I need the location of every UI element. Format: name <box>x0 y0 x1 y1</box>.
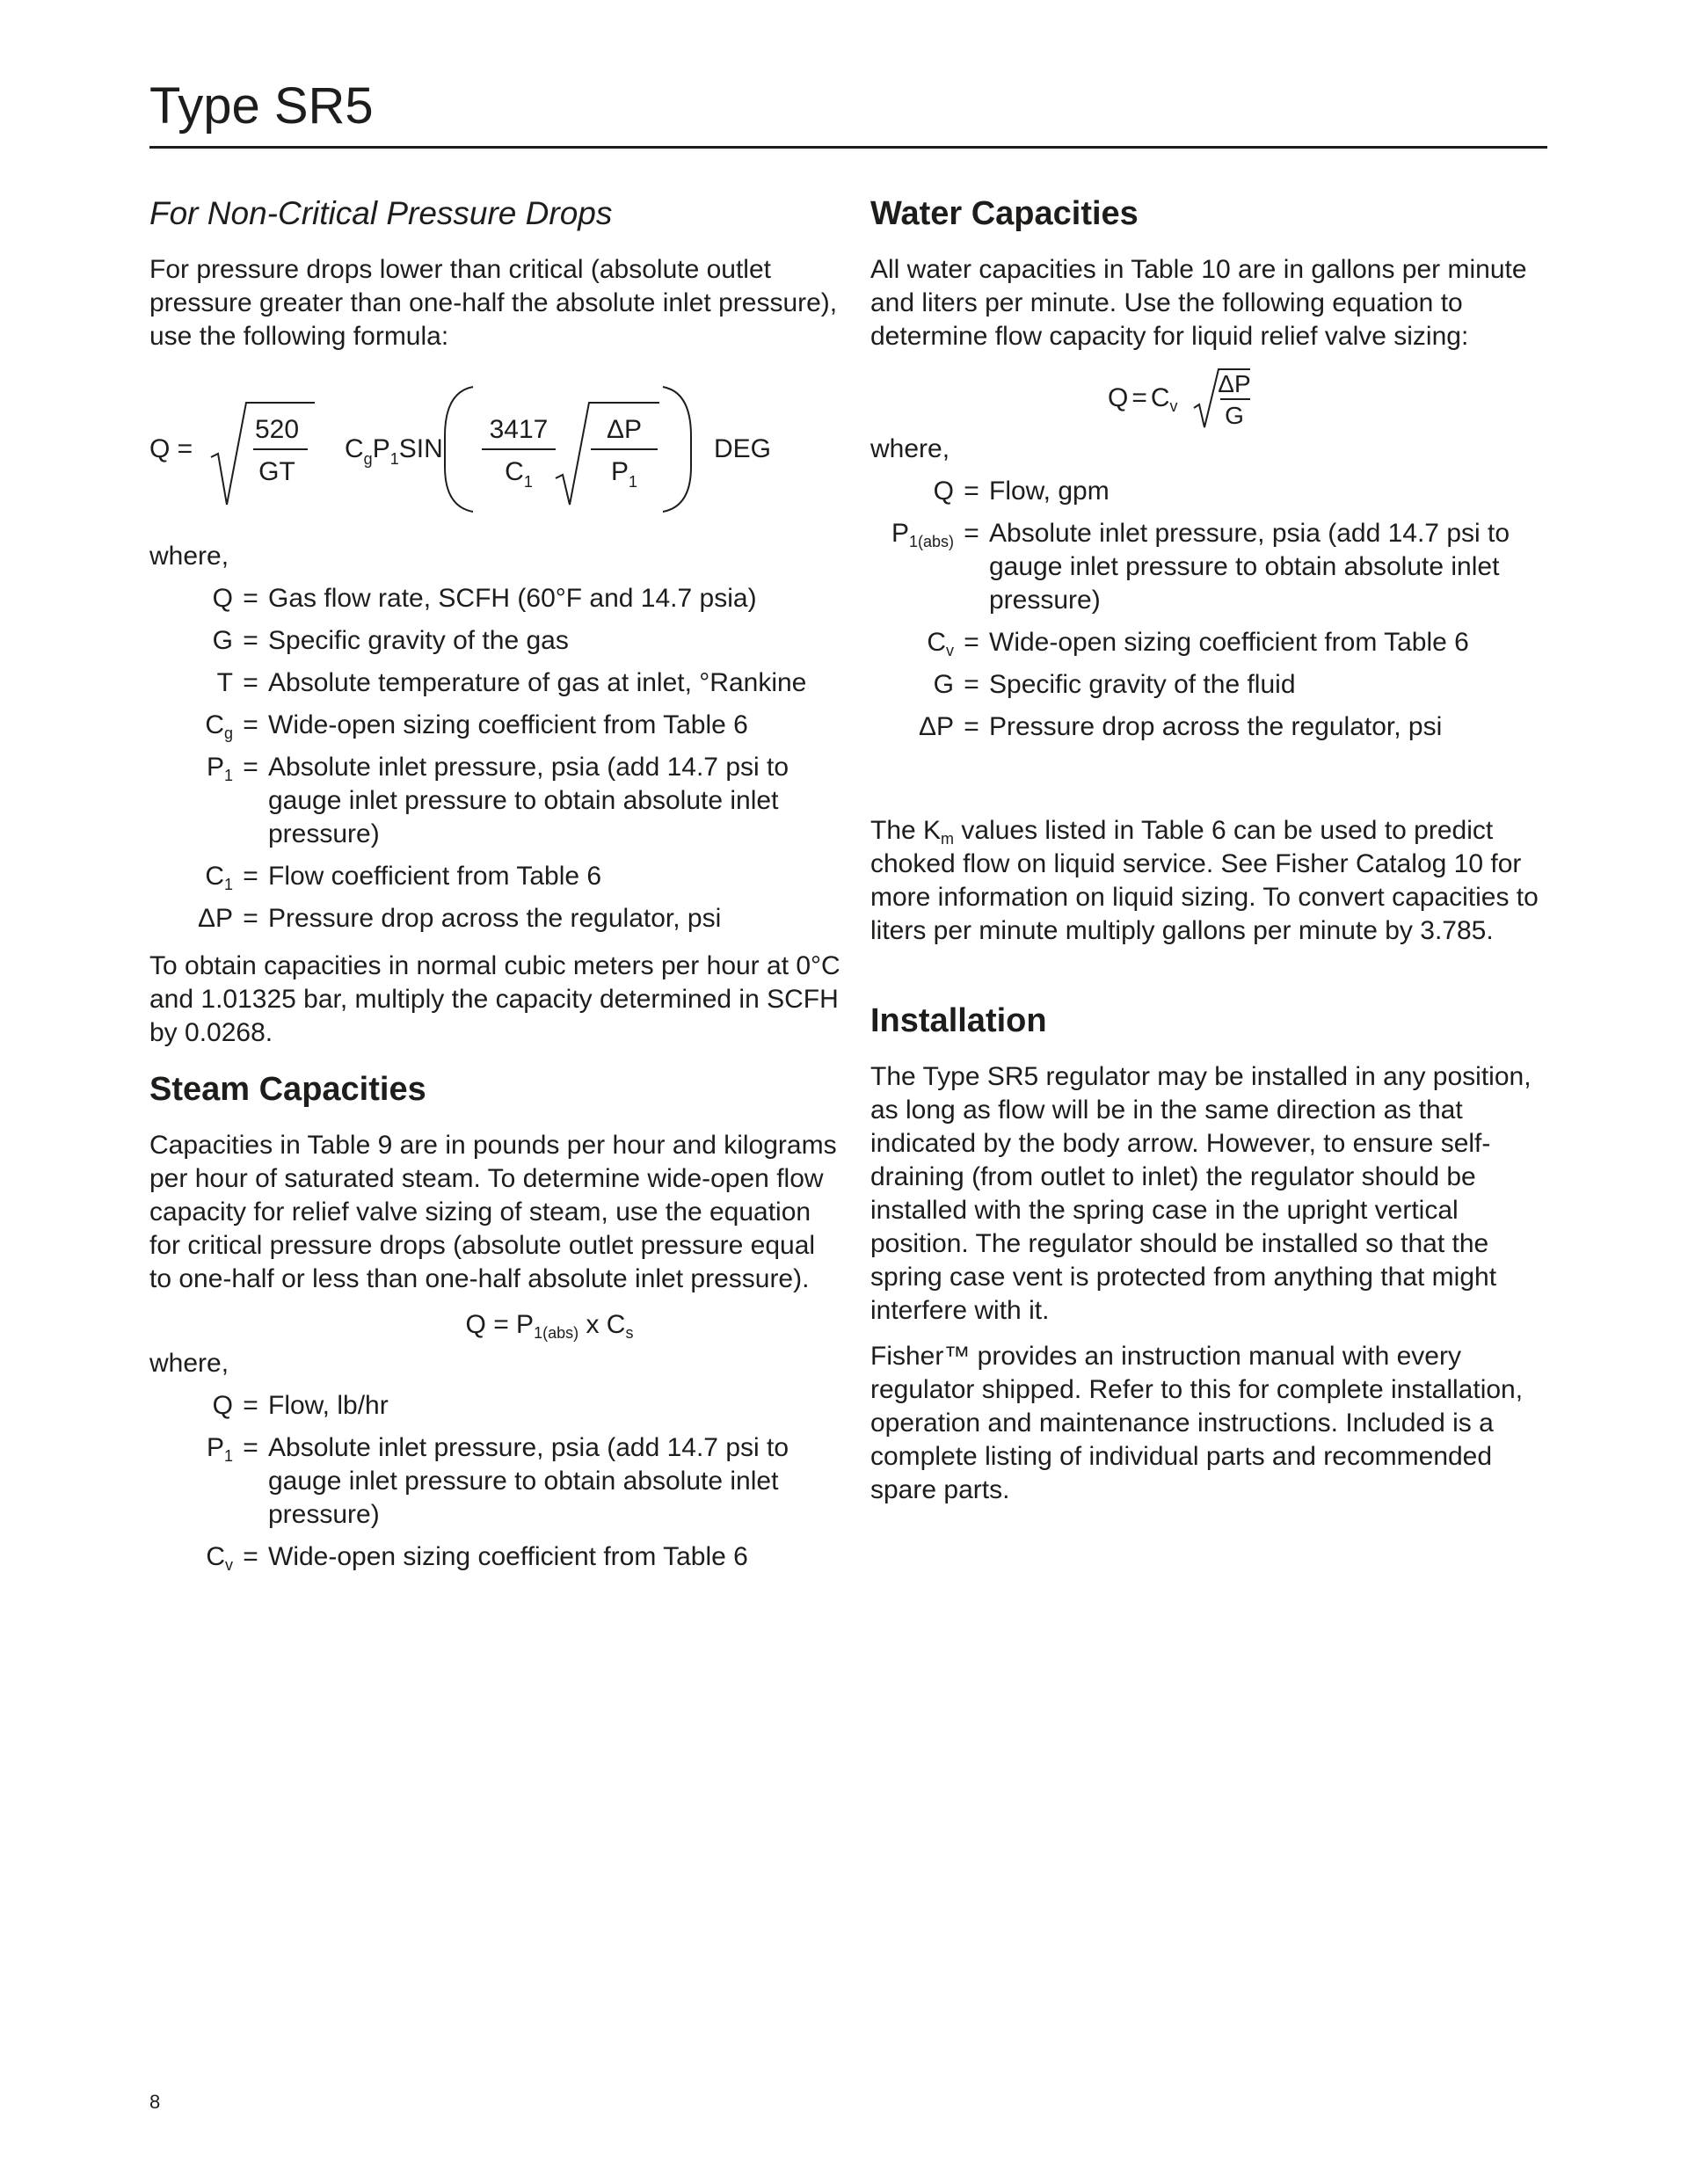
non-critical-heading: For Non-Critical Pressure Drops <box>149 195 613 231</box>
water-heading: Water Capacities <box>870 195 1139 232</box>
definition-equals: = <box>243 584 258 613</box>
steam-definitions <box>149 1389 844 1574</box>
definition-equals: = <box>243 710 258 739</box>
formula-deg: DEG <box>714 434 772 463</box>
definition-text: Gas flow rate, SCFH (60°F and 14.7 psia) <box>268 584 757 613</box>
definition-row <box>870 517 1547 617</box>
definition-text: Flow coefficient from Table 6 <box>268 862 602 891</box>
installation-p1: The Type SR5 regulator may be installed in any position, as long as flow will be in the same direction as that indicated by the body arrow. However, to ensure self-draining (from outlet to inlet) the regulator should be installed with the spring case in the upright vertical position. The regulator should be installed so that the spring case vent is protected from anything that might interfere with it. <box>870 1062 1532 1325</box>
definition-text: Pressure drop across the regulator, psi <box>268 904 722 933</box>
definition-text: Wide-open sizing coefficient from Table 6 <box>268 1542 748 1571</box>
definition-row <box>149 1389 844 1423</box>
water-intro: All water capacities in Table 10 are in gallons per minute and liters per minute. Use the following equation to determine flow capacity for liquid relief valve sizing: <box>870 255 1527 351</box>
definition-text: Flow, gpm <box>989 477 1110 506</box>
right-paren <box>663 387 691 512</box>
definition-text: Pressure drop across the regulator, psi <box>989 712 1443 741</box>
water-formula-lhs: $Q = C_v$ <box>1108 383 1178 415</box>
definition-text: Absolute temperature of gas at inlet, °Rankine <box>268 668 807 697</box>
installation-heading: Installation <box>870 1002 1047 1039</box>
definition-row <box>149 624 844 658</box>
formula-num-520: 520 <box>254 415 300 444</box>
definition-row <box>149 1540 844 1574</box>
definition-equals: = <box>964 670 979 699</box>
formula-den-gt: GT <box>258 457 295 486</box>
definition-equals: = <box>964 519 979 548</box>
definition-row <box>149 709 844 742</box>
definition-equals: = <box>243 626 258 655</box>
gas-flow-formula <box>149 375 844 524</box>
formula-mid: $C_gP_1SIN$ <box>345 434 443 468</box>
where-label: where, <box>870 434 950 463</box>
definition-text: Specific gravity of the fluid <box>989 670 1296 699</box>
definition-text: Wide-open sizing coefficient from Table 6 <box>268 710 748 739</box>
left-column <box>149 176 844 1583</box>
definition-symbol: Q <box>933 477 954 506</box>
formula-den-c1: $C_1$ <box>505 457 533 491</box>
water-formula-num: ΔP <box>1218 370 1251 397</box>
where-label: where, <box>149 542 229 571</box>
definition-symbol: G <box>933 670 954 699</box>
km-note: The $K_m$ values listed in Table 6 can be used to predict choked flow on liquid service. See Fisher Catalog 10 for more information on liquid sizing. To convert capacities to liters per minute multiply gallons per minute by 3.785. <box>870 816 1539 945</box>
definition-symbol: $P_1$ <box>206 753 233 784</box>
definition-equals: = <box>243 668 258 697</box>
definition-equals: = <box>964 712 979 741</box>
definition-symbol: $C_1$ <box>205 862 233 893</box>
steam-heading: Steam Capacities <box>149 1071 426 1108</box>
gas-flow-formula-svg <box>149 375 844 524</box>
definition-text: Absolute inlet pressure, psia (add 14.7 psi to gauge inlet pressure to obtain absolute inlet pressure) <box>268 1433 789 1529</box>
where-label: where, <box>149 1349 229 1378</box>
definition-text: Flow, lb/hr <box>268 1391 389 1420</box>
definition-equals: = <box>243 1542 258 1571</box>
installation-p2: Fisher™ provides an instruction manual with every regulator shipped. Refer to this for complete installation, operation and maintenance instructions. Included is a complete listing of individual parts and recommended spare parts. <box>870 1342 1524 1504</box>
definition-symbol: ΔP <box>197 904 233 933</box>
formula-num-dp: ΔP <box>606 415 643 444</box>
definition-text: Absolute inlet pressure, psia (add 14.7 psi to gauge inlet pressure to obtain absolute inlet pressure) <box>989 519 1510 615</box>
definition-symbol: Q <box>212 1391 233 1420</box>
definition-symbol: $P_{1(abs)}$ <box>891 519 954 550</box>
definition-symbol: $C_g$ <box>205 710 233 742</box>
definition-symbol: $C_v$ <box>927 628 954 659</box>
definition-row <box>149 666 844 700</box>
page-title: Type SR5 <box>149 77 374 135</box>
definition-equals: = <box>243 1433 258 1462</box>
definition-row <box>870 710 1547 744</box>
definition-equals: = <box>243 1391 258 1420</box>
formula-num-3417: 3417 <box>489 415 549 444</box>
formula-den-p1: $P_1$ <box>610 457 638 491</box>
definition-text: Specific gravity of the gas <box>268 626 569 655</box>
water-formula-den: G <box>1225 402 1244 429</box>
definition-symbol: Q <box>212 584 233 613</box>
non-critical-intro: For pressure drops lower than critical (absolute outlet pressure greater than one-half the absolute inlet pressure), use the following formula: <box>149 255 838 351</box>
right-column <box>870 176 1547 1519</box>
definition-symbol: G <box>212 626 233 655</box>
definition-row <box>149 751 844 851</box>
definition-text: Absolute inlet pressure, psia (add 14.7 psi to gauge inlet pressure to obtain absolute inlet pressure) <box>268 753 789 848</box>
definition-row <box>870 626 1547 659</box>
definition-row <box>149 582 844 615</box>
definition-equals: = <box>243 753 258 782</box>
definition-row <box>149 1431 844 1532</box>
definition-row <box>870 475 1547 508</box>
water-formula <box>870 362 1547 433</box>
definition-equals: = <box>243 904 258 933</box>
page-number: 8 <box>149 2091 161 2113</box>
steam-formula: $Q = P_{1(abs)}$ x $C_s$ <box>465 1310 634 1342</box>
water-definitions <box>870 475 1547 744</box>
definition-symbol: T <box>216 668 233 697</box>
formula-lhs: Q = <box>149 434 193 463</box>
steam-intro: Capacities in Table 9 are in pounds per hour and kilograms per hour of saturated steam. To determine wide-open flow capacity for relief valve sizing of steam, use the equation for critical pressure drops (absolute outlet pressure equal to one-half or less than one-half absolute inlet pressure). <box>149 1131 837 1293</box>
definition-row <box>870 668 1547 702</box>
water-formula-svg <box>870 362 1547 433</box>
definition-symbol: $C_v$ <box>206 1542 233 1574</box>
definition-symbol: $P_1$ <box>206 1433 233 1465</box>
gas-definitions <box>149 582 844 935</box>
left-paren <box>445 387 473 512</box>
definition-equals: = <box>243 862 258 891</box>
title-rule <box>149 146 1547 149</box>
definition-text: Wide-open sizing coefficient from Table 6 <box>989 628 1469 657</box>
definition-equals: = <box>964 628 979 657</box>
definition-row <box>149 860 844 893</box>
definition-row <box>149 902 844 935</box>
definition-symbol: ΔP <box>918 712 954 741</box>
definition-equals: = <box>964 477 979 506</box>
conversion-note: To obtain capacities in normal cubic meters per hour at 0°C and 1.01325 bar, multiply the capacity determined in SCFH by 0.0268. <box>149 951 840 1047</box>
